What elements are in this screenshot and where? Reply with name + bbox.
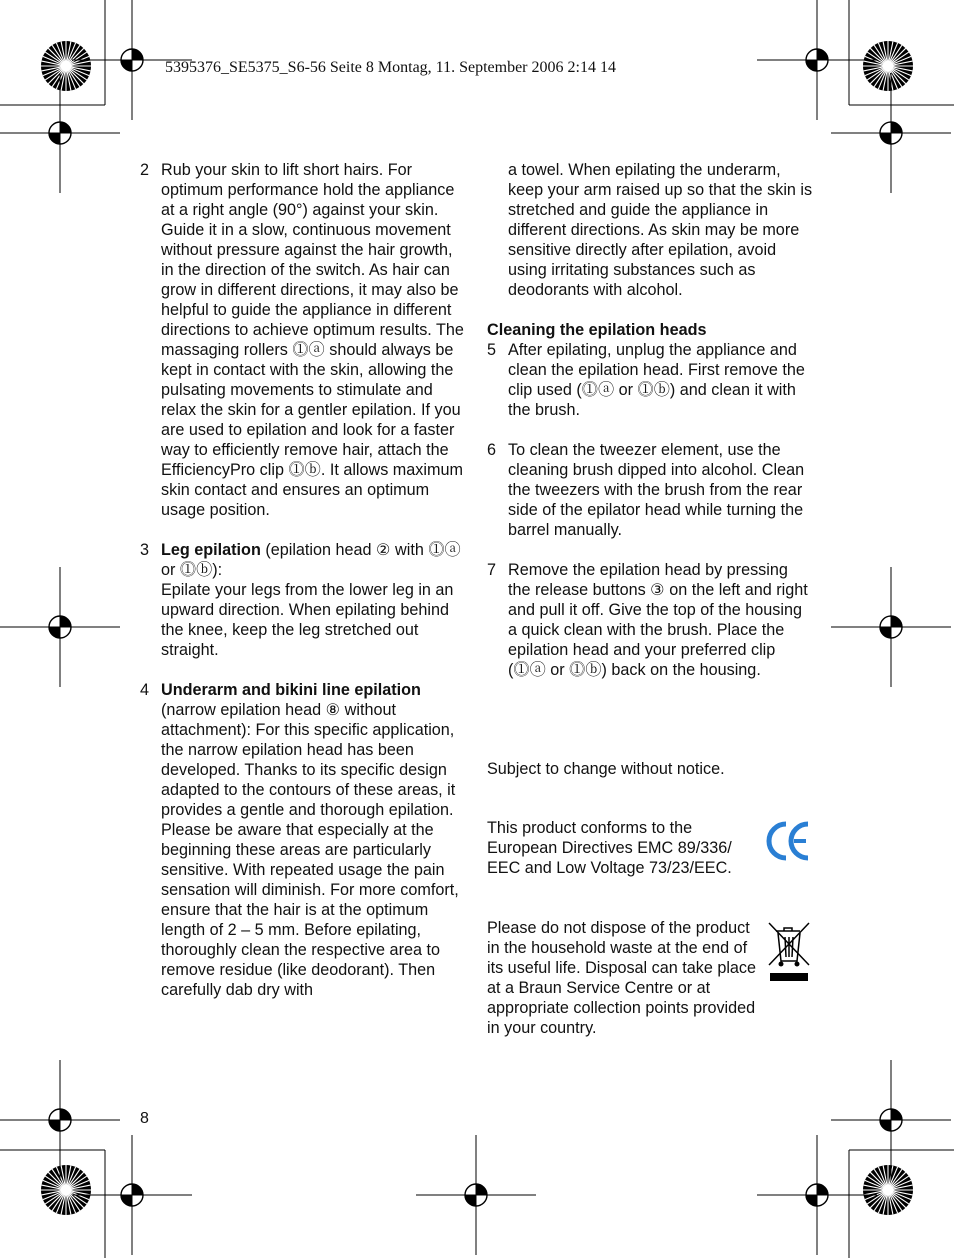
registration-crosshair-icon (416, 1135, 536, 1255)
step-number: 2 (140, 161, 150, 179)
step-5 (487, 340, 813, 420)
step-number: 3 (140, 541, 150, 559)
step-text: After epilating, unplug the appliance and clean the epilation head. First remove the clip used (⓵ⓐ or ⓵ⓑ) and clean it with the brush. (508, 341, 805, 419)
step-number: 4 (140, 681, 150, 699)
step-heading: Leg epilation (epilation head ② with ⓵ⓐ or ⓵ⓑ): (161, 541, 461, 579)
registration-crosshair-icon (72, 1135, 192, 1255)
step-text: To clean the tweezer element, use the cleaning brush dipped into alcohol. Clean the tweezers with the brush from the rear side of the epilator head while turning the barrel manually. (508, 441, 805, 539)
step-4 (140, 680, 466, 1000)
registration-crosshair-icon (0, 567, 120, 687)
registration-crosshair-icon (831, 567, 951, 687)
step-number: 6 (487, 441, 497, 459)
section-title: Underarm and bikini line epilation (161, 681, 421, 699)
change-notice: Subject to change without notice. (487, 760, 725, 778)
disposal-text: Please do not dispose of the product in the household waste at the end of its useful life. Disposal can take place at a Braun Service Centre or at appropriate collection points provided in your country. (487, 919, 757, 1037)
right-column (487, 160, 813, 680)
weee-crossed-bin-icon (766, 921, 812, 985)
step-text: Epilate your legs from the lower leg in an upward direction. When epilating behind the knee, keep the leg stretched out straight. (161, 581, 454, 659)
step-number: 7 (487, 561, 497, 579)
registration-crosshair-icon (0, 1060, 120, 1180)
print-starburst-icon (41, 41, 91, 91)
print-starburst-icon (863, 1165, 913, 1215)
print-starburst-icon (863, 41, 913, 91)
step-3 (140, 540, 466, 660)
left-column (140, 160, 466, 1000)
cleaning-heading: Cleaning the epilation heads (487, 321, 707, 339)
registration-crosshair-icon (757, 1135, 877, 1255)
ce-mark-icon (766, 820, 812, 862)
print-starburst-icon (41, 1165, 91, 1215)
registration-crosshair-icon (0, 73, 120, 193)
registration-crosshair-icon (757, 0, 877, 120)
step-7 (487, 560, 813, 680)
print-header: 5395376_SE5375_S6-56 Seite 8 Montag, 11. September 2006 2:14 14 (165, 59, 616, 76)
page-number: 8 (140, 1110, 149, 1127)
step-text: Remove the epilation head by pressing the release buttons ③ on the left and right and pull it off. Give the top of the housing a quick clean with the brush. Place the epilation head and your preferred clip (⓵ⓐ or ⓵ⓑ) back on the housing. (508, 561, 808, 679)
step-2 (140, 160, 466, 520)
step-text: Rub your skin to lift short hairs. For optimum performance hold the appliance at a right angle (90°) against your skin. Guide it in a slow, continuous movement without pressure against the hair growth, in the direction of the switch. As hair can grow in different directions, it may also be helpful to guide the appliance in different directions to achieve optimum results. The massaging rollers ⓵ⓐ should always be kept in contact with the skin, allowing the pulsating movements to stimulate and relax the skin for a gentler epilation. If you are used to epilation and look for a faster way to efficiently remove hair, attach the EfficiencyPro clip ⓵ⓑ. It allows maximum skin contact and ensures an optimum usage position. (161, 161, 464, 519)
step-number: 5 (487, 341, 497, 359)
step-text: (narrow epilation head ⑧ without attachment): For this specific application, the narrow epilation head has been developed. Thanks to its specific design adapted to the contours of these areas, it provides a gentle and thorough epilation. Please be aware that especially at the beginning these areas are particularly sensitive. With repeated usage the pain sensation will diminish. For more comfort, ensure that the hair is at the optimum length of 2 – 5 mm. Before epilating, thoroughly clean the respective area to remove residue (like deodorant). Then carefully dab dry with (161, 701, 459, 999)
conformity-text: This product conforms to the European Directives EMC 89/336/ EEC and Low Voltage 73/23/EEC. (487, 819, 732, 877)
section-title: Leg epilation (161, 541, 261, 559)
continued-text: a towel. When epilating the underarm, keep your arm raised up so that the skin is stretched and guide the appliance in different directions. As skin may be more sensitive directly after epilation, avoid using irritating substances such as deodorants with alcohol. (508, 161, 813, 299)
step-6 (487, 440, 813, 540)
